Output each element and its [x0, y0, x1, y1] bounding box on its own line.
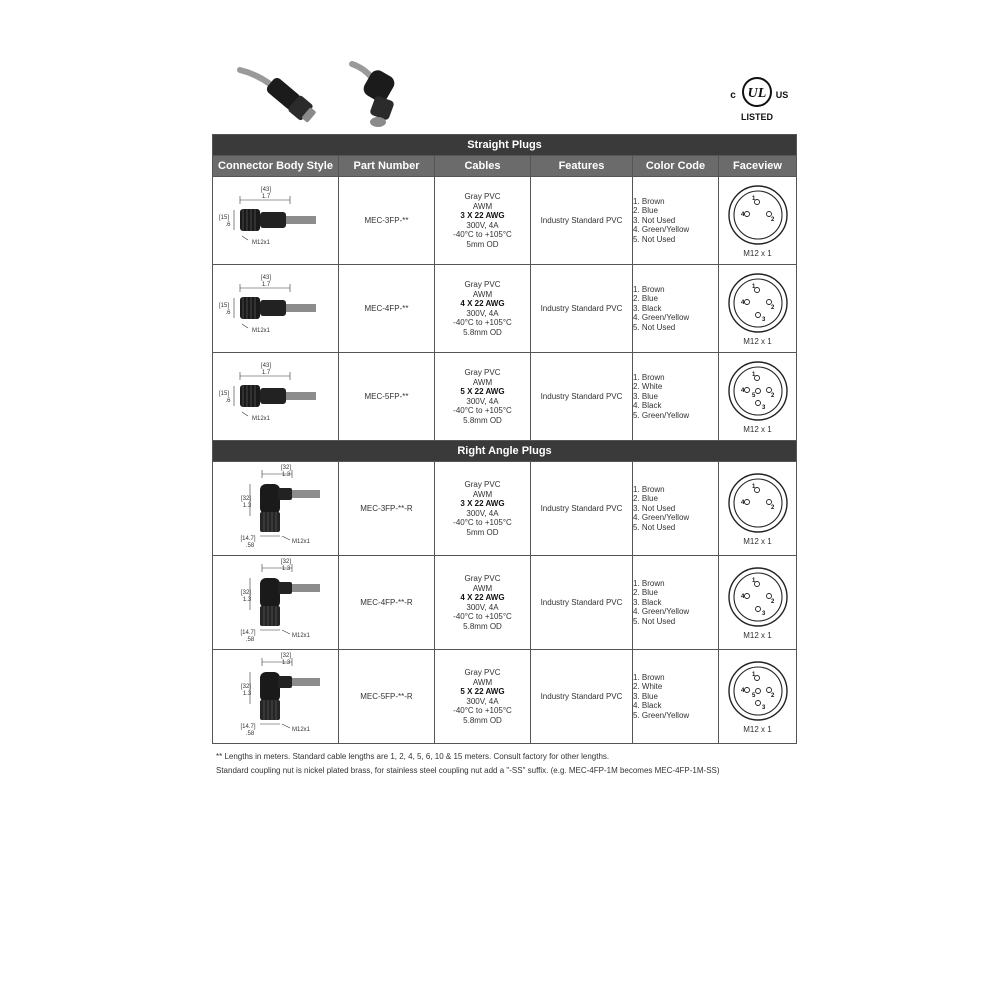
svg-text:1.3: 1.3 — [281, 472, 290, 478]
faceview-label: M12 x 1 — [743, 424, 772, 434]
right-angle-connector-drawing — [216, 462, 336, 550]
svg-text:1.7: 1.7 — [261, 370, 270, 376]
faceview-label: M12 x 1 — [743, 536, 772, 546]
svg-text:1: 1 — [751, 483, 755, 490]
svg-text:.6: .6 — [224, 222, 231, 228]
color-code-list: 1. Brown 2. White 3. Blue 4. Black 5. Green/Yellow — [633, 650, 719, 744]
col-header-faceview: Faceview — [719, 156, 797, 177]
faceview-cell — [719, 353, 797, 441]
svg-text:1: 1 — [751, 195, 755, 202]
svg-text:2: 2 — [770, 216, 774, 223]
features-text: Industry Standard PVC — [531, 462, 633, 556]
table-row — [213, 556, 797, 650]
connector-drawing-cell — [213, 462, 339, 556]
svg-text:4: 4 — [740, 211, 744, 218]
svg-text:1: 1 — [751, 577, 755, 584]
svg-text:3: 3 — [761, 610, 765, 617]
svg-text:1: 1 — [751, 671, 755, 678]
part-number: MEC-3FP-**-R — [339, 462, 435, 556]
svg-text:2: 2 — [770, 392, 774, 399]
faceview-label: M12 x 1 — [743, 248, 772, 258]
cable-spec: Gray PVC AWM 5 X 22 AWG 300V, 4A -40°C to +105°C 5.8mm OD — [435, 650, 531, 744]
svg-text:2: 2 — [770, 692, 774, 699]
svg-text:1.3: 1.3 — [242, 691, 251, 697]
color-code-list: 1. Brown 2. Blue 3. Black 4. Green/Yellow 5. Not Used — [633, 265, 719, 353]
faceview-cell — [719, 177, 797, 265]
ul-c-text: c — [730, 90, 736, 101]
cable-spec: Gray PVC AWM 4 X 22 AWG 300V, 4A -40°C to +105°C 5.8mm OD — [435, 265, 531, 353]
faceview-5-pin-icon — [727, 360, 789, 422]
footnotes — [216, 750, 720, 777]
svg-text:4: 4 — [740, 499, 744, 506]
faceview-label: M12 x 1 — [743, 630, 772, 640]
svg-text:3: 3 — [761, 404, 765, 411]
svg-text:2: 2 — [770, 304, 774, 311]
table-row — [213, 462, 797, 556]
features-text: Industry Standard PVC — [531, 177, 633, 265]
connector-spec-table — [212, 134, 797, 744]
svg-text:1.3: 1.3 — [242, 503, 251, 509]
features-text: Industry Standard PVC — [531, 556, 633, 650]
ul-listed-logo — [724, 72, 790, 124]
straight-connector-drawing — [216, 178, 336, 258]
straight-connector-drawing — [216, 266, 336, 346]
svg-text:.6: .6 — [224, 398, 231, 404]
svg-text:[14.7]: [14.7] — [239, 724, 256, 730]
connector-drawing-cell — [213, 353, 339, 441]
table-row — [213, 650, 797, 744]
svg-text:[15]: [15] — [218, 215, 229, 221]
svg-text:3: 3 — [761, 316, 765, 323]
part-number: MEC-3FP-** — [339, 177, 435, 265]
part-number: MEC-5FP-**-R — [339, 650, 435, 744]
part-number: MEC-5FP-** — [339, 353, 435, 441]
table-row — [213, 265, 797, 353]
col-header-body-style: Connector Body Style — [213, 156, 339, 177]
svg-text:5: 5 — [751, 692, 755, 699]
faceview-4-pin-icon — [727, 272, 789, 334]
svg-text:[43]: [43] — [260, 187, 271, 193]
connector-drawing-cell — [213, 265, 339, 353]
faceview-label: M12 x 1 — [743, 336, 772, 346]
svg-text:1.3: 1.3 — [281, 660, 290, 666]
svg-text:1.3: 1.3 — [281, 566, 290, 572]
svg-text:[15]: [15] — [218, 303, 229, 309]
faceview-cell — [719, 650, 797, 744]
svg-text:4: 4 — [740, 687, 744, 694]
faceview-label: M12 x 1 — [743, 724, 772, 734]
part-number: MEC-4FP-** — [339, 265, 435, 353]
cable-spec: Gray PVC AWM 3 X 22 AWG 300V, 4A -40°C to +105°C 5mm OD — [435, 177, 531, 265]
svg-text:M12x1: M12x1 — [251, 240, 270, 246]
svg-text:[32]: [32] — [240, 684, 251, 690]
col-header-part-number: Part Number — [339, 156, 435, 177]
svg-text:1: 1 — [751, 371, 755, 378]
svg-text:5: 5 — [751, 392, 755, 399]
ul-us-text: US — [775, 90, 789, 100]
svg-text:[43]: [43] — [260, 275, 271, 281]
faceview-cell — [719, 462, 797, 556]
color-code-list: 1. Brown 2. Blue 3. Not Used 4. Green/Yellow 5. Not Used — [633, 462, 719, 556]
svg-text:M12x1: M12x1 — [291, 633, 310, 639]
svg-text:1.7: 1.7 — [261, 282, 270, 288]
part-number: MEC-4FP-**-R — [339, 556, 435, 650]
cable-spec: Gray PVC AWM 4 X 22 AWG 300V, 4A -40°C to +105°C 5.8mm OD — [435, 556, 531, 650]
svg-text:.6: .6 — [224, 310, 231, 316]
connector-drawing-cell — [213, 556, 339, 650]
svg-text:2: 2 — [770, 598, 774, 605]
connector-product-photo — [236, 58, 412, 136]
col-header-cables: Cables — [435, 156, 531, 177]
svg-text:[43]: [43] — [260, 363, 271, 369]
col-header-color-code: Color Code — [633, 156, 719, 177]
svg-text:1.7: 1.7 — [261, 194, 270, 200]
connector-drawing-cell — [213, 177, 339, 265]
faceview-cell — [719, 556, 797, 650]
svg-text:[32]: [32] — [280, 559, 291, 565]
table-row — [213, 353, 797, 441]
svg-text:.58: .58 — [245, 543, 254, 549]
svg-text:[32]: [32] — [280, 653, 291, 659]
right-angle-connector-drawing — [216, 650, 336, 738]
svg-text:.58: .58 — [245, 637, 254, 643]
svg-text:M12x1: M12x1 — [251, 416, 270, 422]
svg-text:3: 3 — [761, 704, 765, 711]
faceview-5-pin-icon — [727, 660, 789, 722]
faceview-cell — [719, 265, 797, 353]
svg-text:[32]: [32] — [240, 496, 251, 502]
table-row — [213, 177, 797, 265]
svg-text:M12x1: M12x1 — [251, 328, 270, 334]
faceview-3-pin-icon — [727, 472, 789, 534]
straight-connector-drawing — [216, 354, 336, 434]
svg-text:[32]: [32] — [240, 590, 251, 596]
features-text: Industry Standard PVC — [531, 650, 633, 744]
section-title-straight: Straight Plugs — [213, 135, 797, 156]
faceview-3-pin-icon — [727, 184, 789, 246]
svg-text:1: 1 — [751, 283, 755, 290]
connector-drawing-cell — [213, 650, 339, 744]
svg-text:.58: .58 — [245, 731, 254, 737]
svg-text:2: 2 — [770, 504, 774, 511]
svg-text:[32]: [32] — [280, 465, 291, 471]
svg-text:[14.7]: [14.7] — [239, 630, 256, 636]
features-text: Industry Standard PVC — [531, 353, 633, 441]
color-code-list: 1. Brown 2. Blue 3. Black 4. Green/Yellow 5. Not Used — [633, 556, 719, 650]
cable-spec: Gray PVC AWM 3 X 22 AWG 300V, 4A -40°C to +105°C 5mm OD — [435, 462, 531, 556]
svg-text:M12x1: M12x1 — [291, 727, 310, 733]
col-header-features: Features — [531, 156, 633, 177]
right-angle-connector-drawing — [216, 556, 336, 644]
section-title-right-angle: Right Angle Plugs — [213, 441, 797, 462]
color-code-list: 1. Brown 2. White 3. Blue 4. Black 5. Green/Yellow — [633, 353, 719, 441]
svg-text:[15]: [15] — [218, 391, 229, 397]
svg-text:M12x1: M12x1 — [291, 539, 310, 545]
ul-listed-text: LISTED — [740, 112, 774, 122]
ul-mark-text: UL — [747, 86, 767, 101]
faceview-4-pin-icon — [727, 566, 789, 628]
svg-text:4: 4 — [740, 387, 744, 394]
svg-text:4: 4 — [740, 299, 744, 306]
color-code-list: 1. Brown 2. Blue 3. Not Used 4. Green/Yellow 5. Not Used — [633, 177, 719, 265]
cable-spec: Gray PVC AWM 5 X 22 AWG 300V, 4A -40°C to +105°C 5.8mm OD — [435, 353, 531, 441]
footnote-coupling-nut: Standard coupling nut is nickel plated brass, for stainless steel coupling nut add a "-SS" suffix. (e.g. MEC-4FP-1M becomes MEC-4FP-1M-SS) — [216, 765, 720, 775]
svg-text:1.3: 1.3 — [242, 597, 251, 603]
features-text: Industry Standard PVC — [531, 265, 633, 353]
svg-text:[14.7]: [14.7] — [239, 536, 256, 542]
footnote-lengths: ** Lengths in meters. Standard cable lengths are 1, 2, 4, 5, 6, 10 & 15 meters. Consult factory for other lengths. — [216, 752, 610, 761]
svg-text:4: 4 — [740, 593, 744, 600]
